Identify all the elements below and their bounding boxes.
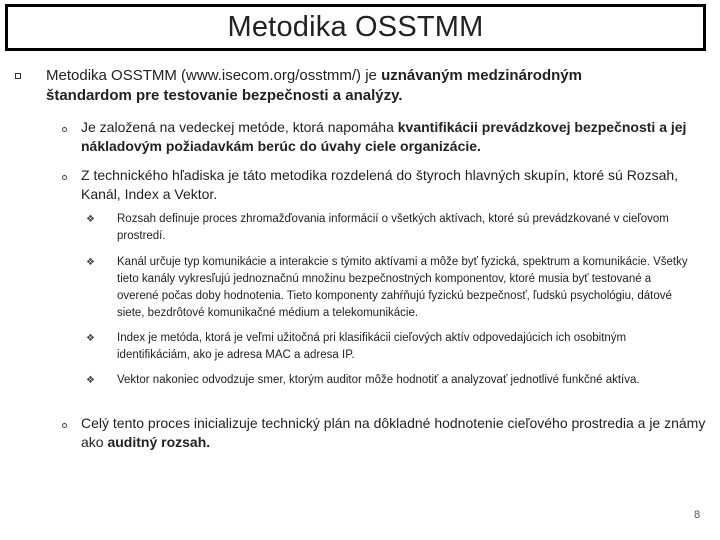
sub-bullet-rozsah-text: Rozsah definuje proces zhromažďovania informácií o všetkých aktívach, ktoré sú prevádzkované v cieľovom prostredí. [117,213,669,242]
sub-bullet-index-text: Index je metóda, ktorá je veľmi užitočná pri klasifikácii cieľových aktív odpovedajúcich ich osobitným identifikáciám, ako je adresa MAC a adresa IP. [117,332,627,361]
bullet-methodology-text: Je založená na vedeckej metóde, ktorá napomáha [81,119,398,135]
circle-bullet-icon [62,127,67,132]
bullet-methodology-bold: kvantifikácii prevádzkovej bezpečnosti a jej nákladovým požiadavkám berúc do úvahy ciele organizácie. [81,119,687,154]
page-number: 8 [694,509,701,521]
slide-title: Metodika OSSTMM [227,11,484,43]
bullet-groups [81,166,681,204]
sub-bullet-vektor-text: Vektor nakoniec odvodzuje smer, ktorým auditor môže hodnotiť a analyzovať jednotlivé funkčné aktíva. [117,374,640,386]
bullet-main-bold: uznávaným medzinárodným štandardom pre testovanie bezpečnosti a analýzy. [46,67,582,104]
bullet-audit-scope-bold: auditný rozsah. [107,434,211,450]
sub-bullet-vektor [117,372,692,389]
bullet-main-text: Metodika OSSTMM (www.isecom.org/osstmm/) je [46,67,382,84]
sub-bullet-kanal-text: Kanál určuje typ komunikácie a interakcie s týmito aktívami a môže byť fyzická, spektrum a komunikácie. Všetky tieto kanály vykresľujú jednoznačnú množinu bezpečnostných komponentov, ktoré musia byť testované a overené počas doby hodnotenia. Tieto komponenty zahŕňujú fyzickú bezpečnosť, ľudskú psychológiu, dátové siete, bezdrôtové komunikačné médium a telekomunikácie. [117,256,688,319]
bullet-audit-scope [81,414,706,452]
square-bullet-icon [15,73,21,79]
sub-bullet-rozsah [117,211,687,245]
diamond-bullet-icon: ❖ [86,333,95,344]
bullet-main [46,66,666,106]
sub-bullet-kanal [117,254,692,322]
sub-bullet-index [117,330,692,364]
diamond-bullet-icon: ❖ [86,214,95,225]
diamond-bullet-icon: ❖ [86,257,95,268]
bullet-audit-scope-text: Celý tento proces inicializuje technický plán na dôkladné hodnotenie cieľového prostredia a je známy ako [81,415,706,450]
bullet-groups-text: Z technického hľadiska je táto metodika rozdelená do štyroch hlavných skupín, ktoré sú Rozsah, Kanál, Index a Vektor. [81,167,679,202]
circle-bullet-icon [62,175,67,180]
bullet-methodology [81,118,706,156]
circle-bullet-icon [62,423,67,428]
diamond-bullet-icon: ❖ [86,375,95,386]
